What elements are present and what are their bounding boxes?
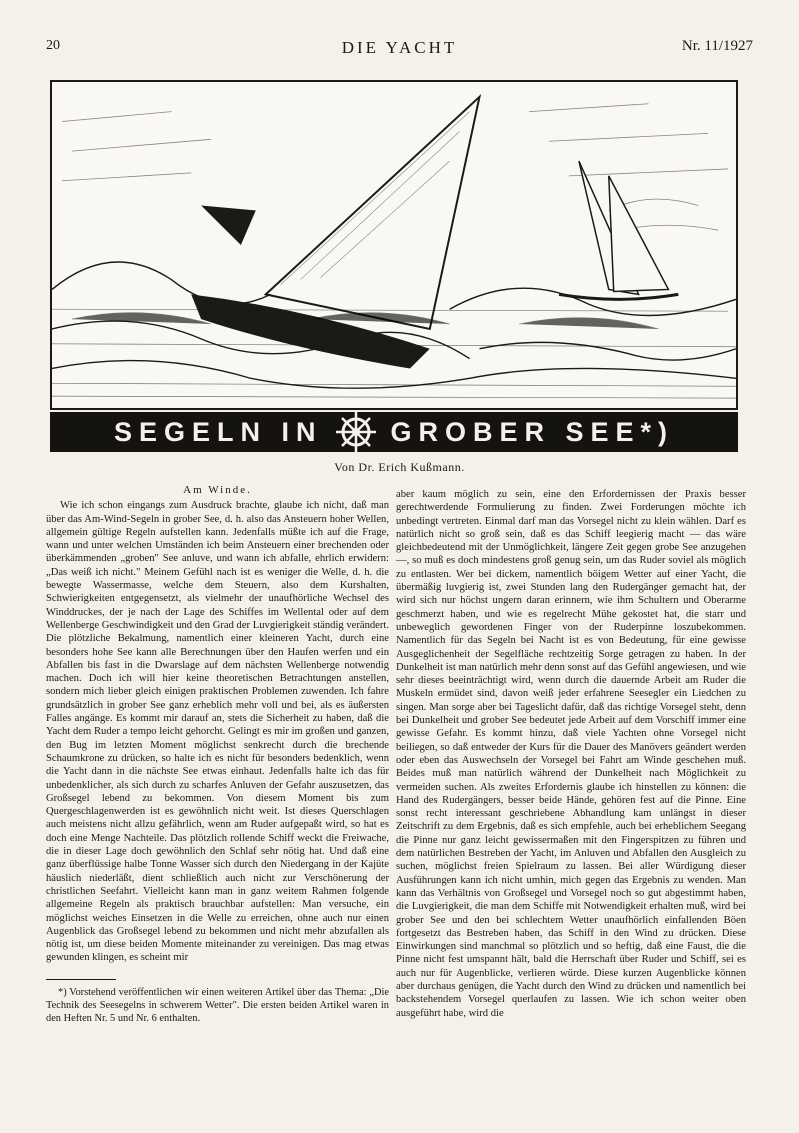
- page-number: 20: [46, 38, 60, 53]
- right-column: [396, 488, 746, 1020]
- footnote: *) Vorstehend veröffentlichen wir einen weiteren Artikel über das Thema: „Die Technik des Seesegelns in schwerem Wetter". Die ersten beiden Artikel waren in den Heften Nr. 5 und Nr. 6 enthalten.: [46, 986, 389, 1024]
- subheading: Am Winde.: [183, 484, 252, 496]
- title-part2: GROBER SEE*): [390, 416, 675, 447]
- running-title: DIE YACHT: [341, 38, 458, 57]
- paragraph: Wie ich schon eingangs zum Ausdruck brachte, glaube ich nicht, daß man über das Am-Wind-Segeln in grober See, d. h. also das Ansteuern hoher Wellen, allgemein gültige Regeln aufstellen kann. Jedenfalls müßte ich auf die Frage, wann und unter welchen Umständen ich beim Ansteuern einer brechenden oder überkämmenden „groben" See anluve, und wann ich abfalle, ehrlich erwidern: „Das weiß ich nicht." Meinem Gefühl nach ist es weniger die Welle, d. h. die bewegte Wassermasse, welche dem Steuern, also dem Kurshalten, Schwierigkeiten entgegensetzt, als vielmehr der unaufhörliche Wechsel des Winddruckes, der je nach der Lage des Schiffes im Wellental oder auf dem Wellenberge Geschwindigkeit und den Grad der Luvgierigkeit ständig verändert. Die plötzliche Bekalmung, namentlich einer kleineren Yacht, durch eine besonders hohe See kann alle Berechnungen über den Haufen werfen und ein Abfallen bis fast in die Dwarslage auf dem nächsten Wellenberge notwendig machen. Doch ich will hier keine theoretischen Betrachtungen anstellen, sondern mich lieber gleich einigen praktischen Problemen zuwenden. Ich fahre grundsätzlich in grober See ganz erheblich mehr voll und bei, als es äußersten Falles angänge. Es kommt mir darauf an, stets die Sicherheit zu haben, daß die Yacht dem Ruder a tempo leicht gehorcht. Gelingt es mir im großen und ganzen, den Bug im letzten Moment möglichst senkrecht durch die brechende Schaumkrone zu drücken, so halte ich es nicht für besonders bedenklich, wenn die Yacht dann in die nächste See etwas einhaut. Jedenfalls halte ich das für unbedenklicher, als sich durch zu scharfes Anluven der Gefahr auszusetzen, das Großsegel lebend zu bekommen. Von diesem Moment bis zum Quergeschlagenwerden ist es gewöhnlich nicht weit. Ist dieses Querschlagen auch meistens nicht allzu gefährlich, wenn am Ruder aufgepaßt wird, so hat es doch eine Menge Nachteile. Das plötzlich rollende Schiff weckt die Freiwache, die in dieser Lage doch gewöhnlich den Schlaf sehr nötig hat. Und daß eine ganz überflüssige halbe Tonne Wasser sich durch den Niedergang in der Kajüte häuslich niederläßt, dient schließlich auch nicht zur Verschönerung der christlichen Seefahrt. Vielleicht kann man in ganz weitem Rahmen folgende allgemeine Regeln als praktisch brauchbar aufstellen: Man versuche, ein möglichst weiches Einsetzen in die Welle zu erreichen, ohne auch nur einen Augenblick das Großsegel lebend zu bekommen und nicht mehr abzufallen als nötig ist, um diese beiden Momente miteinander zu vereinigen. Das mag etwas gewunden klingen, es scheint mir: [46, 500, 389, 964]
- title-part1: SEGELN IN: [113, 416, 323, 447]
- sailing-illustration: [50, 80, 738, 410]
- issue-number: Nr. 11/1927: [681, 38, 753, 54]
- ship-wheel-icon: [334, 410, 378, 454]
- paragraph: aber kaum möglich zu sein, eine den Erfordernissen der Praxis besser gerechtwerdende Formulierung zu finden. Zwei Forderungen möchte ich unbedingt vertreten. Einmal darf man das Vorsegel nicht zu klein wählen. Darf es natürlich nicht so groß sein, daß es das Schiff leegierig macht — das wäre gleichbedeutend mit der Unmöglichkeit, längere Zeit gegen grobe See anzugehen —, so muß es doch mindestens groß genug sein, um das Ruder soviel als möglich zu entlasten. Wer bei dickem, namentlich böigem Wetter auf einer Yacht, die übermäßig luvgierig ist, zwei Stunden lang den Rudergänger gemacht hat, der wird sich nur höchst ungern daran erinnern, wie ihm Schultern und Oberarme geschmerzt haben, und wie es regelrecht Mühe gekostet hat, die starr und unbeweglich gewordenen Finger von der Ruderpinne loszubekommen. Namentlich für das Segeln bei Nacht ist es von Bedeutung, für eine gewisse Ausgeglichenheit der Segelfläche rechtzeitig Sorge getragen zu haben. In der Dunkelheit ist man natürlich mehr denn sonst auf das Gefühl angewiesen, und wie sehr dieses beeinträchtigt wird, wenn durch die dauernde Arbeit am Ruder die Muskeln ermüdet sind, davon weiß jeder erfahrene Seesegler ein Liedchen zu singen. Man sorge aber bei Tageslicht dafür, daß das richtige Vorsegel steht, denn bei Dunkelheit und grober See bedeutet jede Arbeit auf dem Vorschiff immer eine gewisse Gefahr. Es kommt hinzu, daß viele Yachten ohne Vorsegel nicht beiliegen, so daß entweder der Kurs für die Dauer des Manövers geändert werden oder eben das Auswechseln der Vorsegel bei Fahrt am Winde geschehen muß. Beides muß man natürlich während der Dunkelheit nach Möglichkeit zu vermeiden suchen. Als zweites Erfordernis glaube ich hinstellen zu können: die Hand des Rudergängers, besser beide Hände, gehören fest auf die Pinne. Eine sonst recht interessant geschriebene Abhandlung kam unlängst in dieser Zeitschrift zu dem Ergebnis, daß es sich empfehle, auch bei erheblichem Seegang die Pinne nur ganz leicht gewissermaßen mit den Fingerspitzen zu führen und dem natürlichen Bestreben der Yacht, im Anluven und Abfallen den Ausgleich zu suchen, möglichst freien Spielraum zu lassen. Bei aller Würdigung dieser Ausführungen kann ich nicht umhin, mich gegen das Ergebnis zu wenden. Man kann das Verhältnis von Großsegel und Vorsegel noch so gut abgestimmt haben, die Luvgierigkeit, die man dem Schiffe mit Notwendigkeit erhalten muß, wird bei grober See und den bei schlechtem Wetter unaufhörlich einfallenden Böen fortgesetzt das Bestreben haben, das Schiff in den Wind zu drücken. Diese Einwirkungen sind manchmal so plötzlich und so heftig, daß eine Faust, die die Pinne nicht fest umspannt hält, bald die Herrschaft über Ruder und Schiff, sei es auch nur für Augenblicke, verlieren würde. Diese kurzen Augenblicke können aber durchaus genügen, die Yacht durch den Wind zu drücken und namentlich bei backstehendem Vorsegel querlaufen zu lassen. Wie ich schon weiter oben ausgeführt habe, wird die: [396, 489, 746, 1019]
- footnote-rule: [46, 979, 116, 980]
- article-title-banner: [50, 412, 738, 452]
- byline: Von Dr. Erich Kußmann.: [334, 460, 465, 474]
- left-column: [46, 484, 389, 1025]
